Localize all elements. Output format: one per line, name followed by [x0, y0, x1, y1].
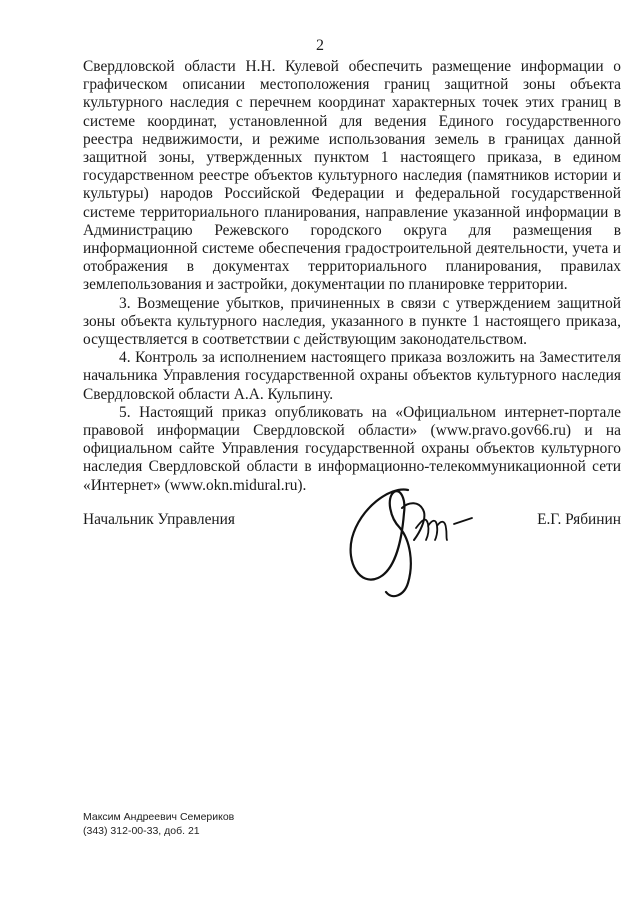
page-number: 2: [316, 37, 324, 54]
paragraph-item-4: 4. Контроль за исполнением настоящего приказа возложить на Заместителя начальника Управления государственной охраны объектов культурного наследия Свердловской области А.А. Кульпину.: [83, 349, 621, 403]
paragraph-item-5: 5. Настоящий приказ опубликовать на «Официальном интернет-портале правовой информации Свердловской области» (www.pravo.gov66.ru) и на официальном сайте Управления государственной охраны объектов культурного наследия Свердловской области в информационно-телекоммуникационной сети «Интернет» (www.okn.midural.ru).: [83, 403, 621, 494]
signatory-title: Начальник Управления: [83, 511, 235, 528]
signatory-name: Е.Г. Рябинин: [537, 511, 621, 528]
contact-person: Максим Андреевич Семериков: [83, 811, 235, 823]
document-body: [83, 58, 621, 495]
paragraph-item-3: 3. Возмещение убытков, причиненных в связи с утверждением защитной зоны объекта культурного наследия, указанного в пункте 1 настоящего приказа, осуществляется в соответствии с действующим законодательством.: [83, 294, 621, 349]
contact-block: [83, 810, 234, 838]
contact-phone: (343) 312-00-33, доб. 21: [83, 825, 200, 837]
handwritten-signature: [330, 468, 480, 608]
signature-block: [83, 511, 621, 533]
paragraph-continuation: Свердловской области Н.Н. Кулевой обеспечить размещение информации о графическом описании местоположения границ защитной зоны объекта культурного наследия с перечнем координат характерных точек этих границ в системе координат, установленной для ведения Единого государственного реестра недвижимости, и режиме использования земель в границах данной защитной зоны, утвержденных пунктом 1 настоящего приказа, в едином государственном реестре объектов культурного наследия (памятников истории и культуры) народов Российской Федерации и федеральной государственной системе территориального планирования, направление указанной информации в Администрацию Режевского городского округа для размещения в информационной системе обеспечения градостроительной деятельности, учета и отображения в документах территориального планирования, правилах землепользования и застройки, документации по планировке территории.: [83, 58, 621, 294]
